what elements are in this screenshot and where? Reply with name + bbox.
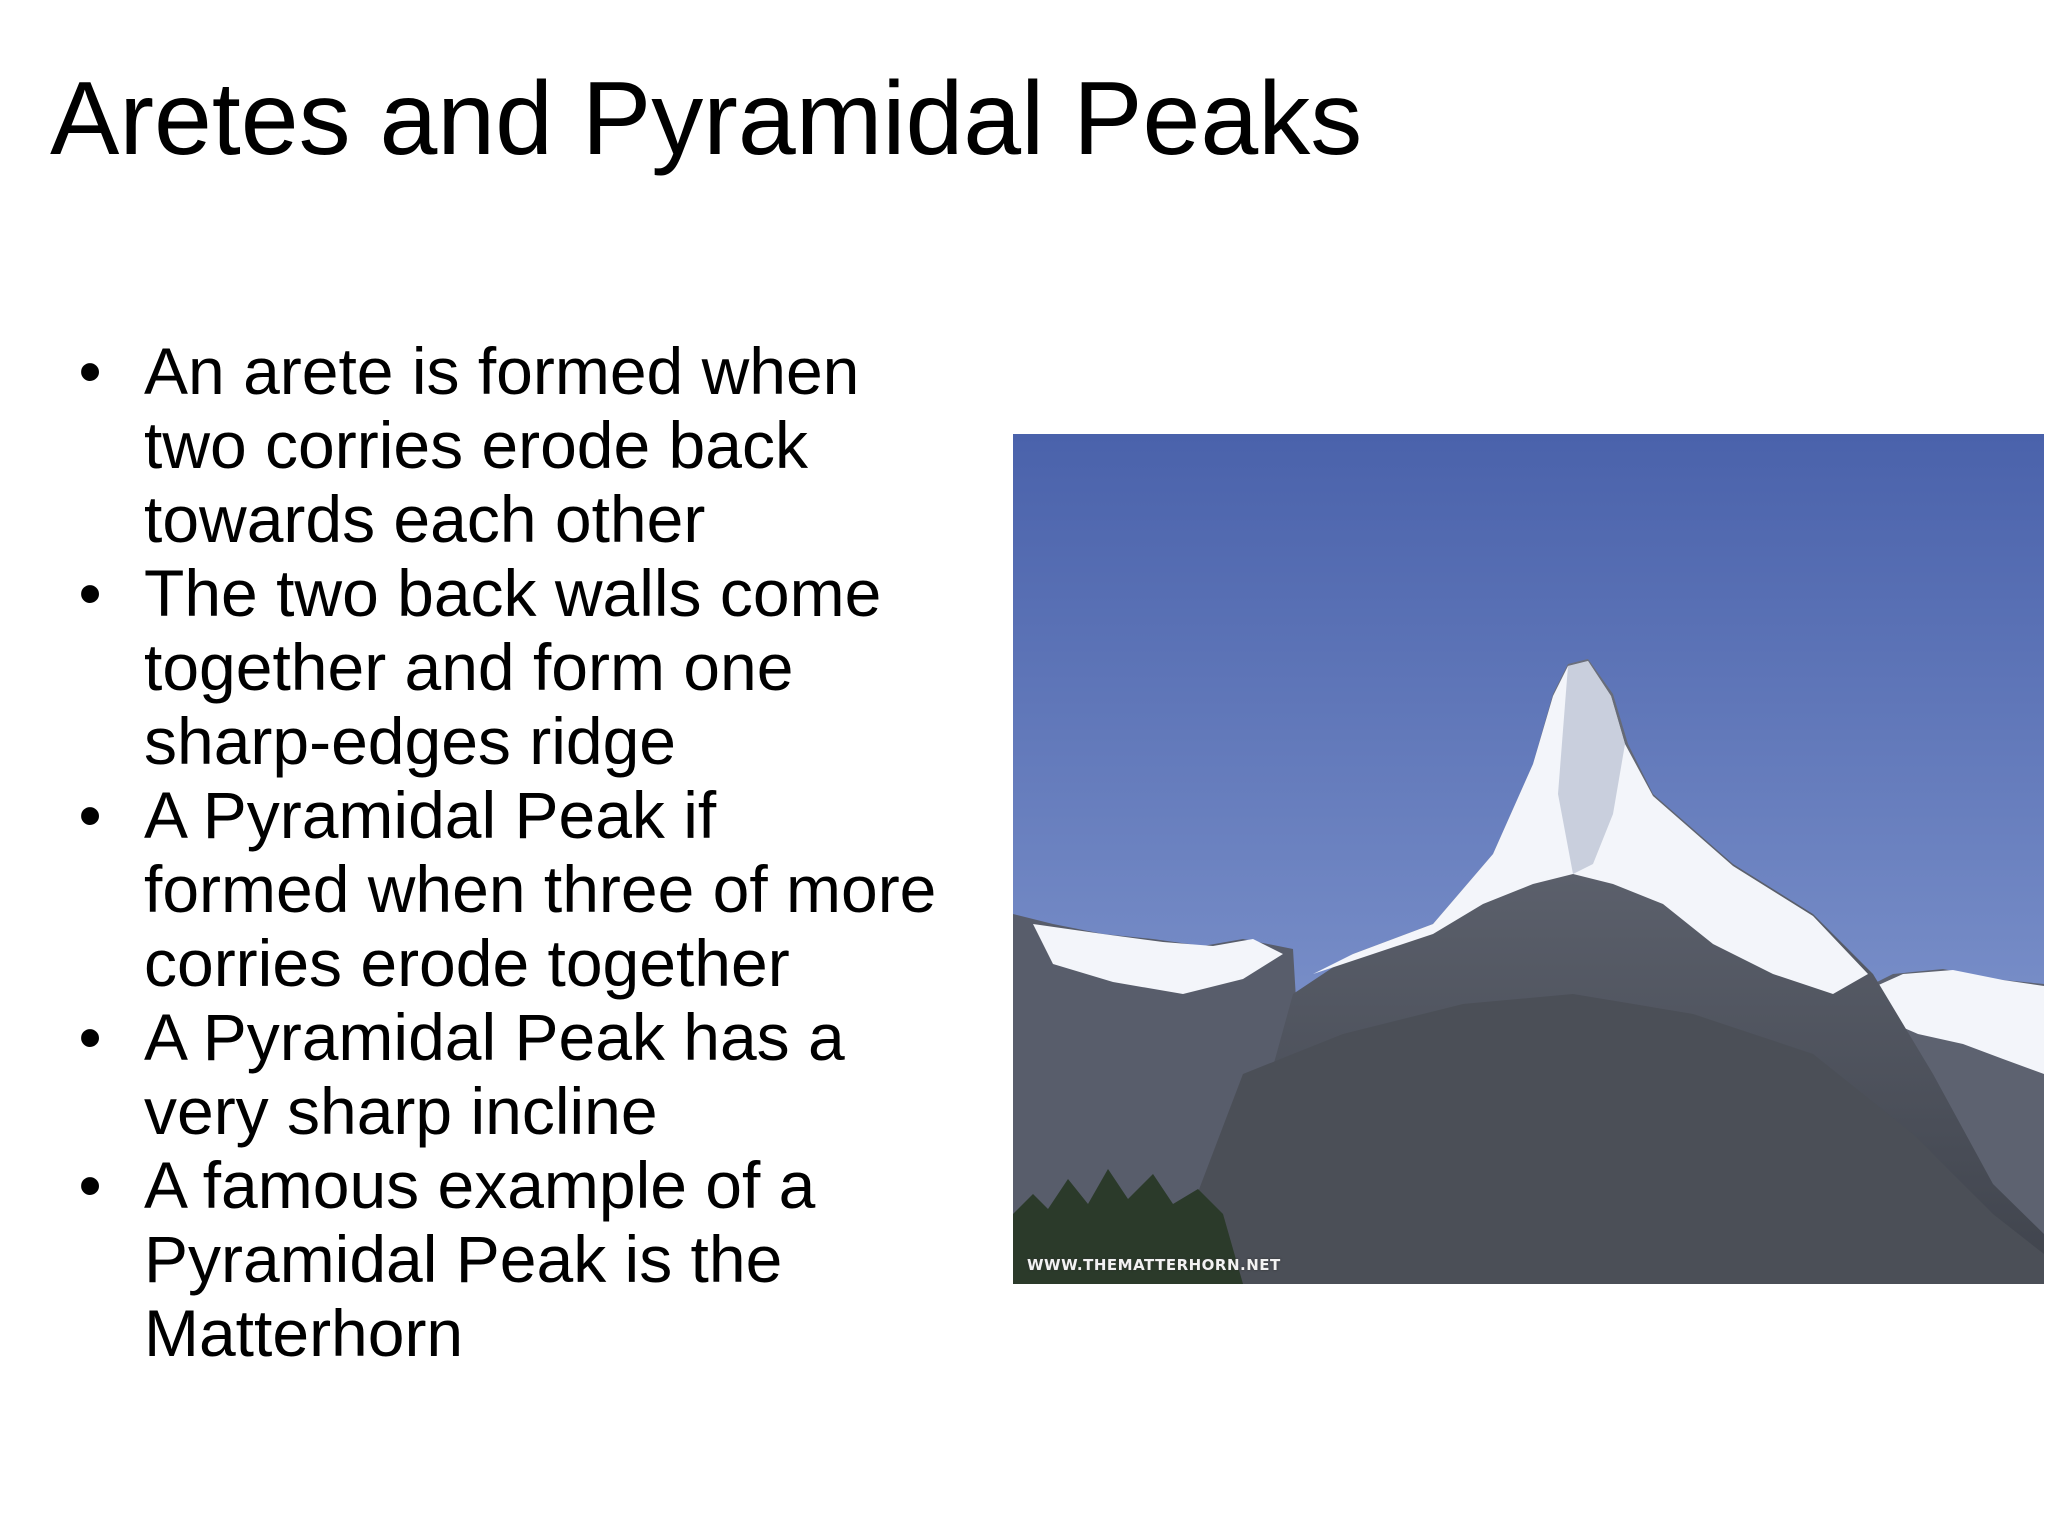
bullet-line: very sharp incline: [144, 1074, 658, 1148]
bullet-item: [70, 556, 1010, 778]
bullet-icon: •: [78, 778, 102, 852]
bullet-line: A famous example of a: [144, 1148, 816, 1222]
bullet-icon: •: [78, 556, 102, 630]
bullet-line: together and form one: [144, 630, 794, 704]
bullet-icon: •: [78, 1148, 102, 1222]
bullet-line: Pyramidal Peak is the: [144, 1222, 783, 1296]
matterhorn-photo: [1013, 434, 2044, 1284]
bullet-line: The two back walls come: [144, 556, 882, 630]
bullet-line: two corries erode back: [144, 408, 808, 482]
slide-title: Aretes and Pyramidal Peaks: [50, 61, 1363, 177]
bullet-line: corries erode together: [144, 926, 790, 1000]
bullet-icon: •: [78, 1000, 102, 1074]
bullet-item: [70, 1148, 1010, 1370]
photo-watermark: WWW.THEMATTERHORN.NET: [1027, 1256, 1281, 1274]
bullet-list: [70, 334, 1010, 1370]
bullet-icon: •: [78, 334, 102, 408]
bullet-line: sharp-edges ridge: [144, 704, 676, 778]
bullet-line: A Pyramidal Peak if: [144, 778, 717, 852]
bullet-item: [70, 778, 1010, 1000]
mountain-illustration: [1013, 434, 2044, 1284]
bullet-item: [70, 1000, 1010, 1148]
bullet-line: Matterhorn: [144, 1296, 464, 1370]
bullet-item: [70, 334, 1010, 556]
bullet-line: A Pyramidal Peak has a: [144, 1000, 845, 1074]
bullet-line: formed when three of more: [144, 852, 937, 926]
bullet-line: An arete is formed when: [144, 334, 860, 408]
bullet-line: towards each other: [144, 482, 706, 556]
